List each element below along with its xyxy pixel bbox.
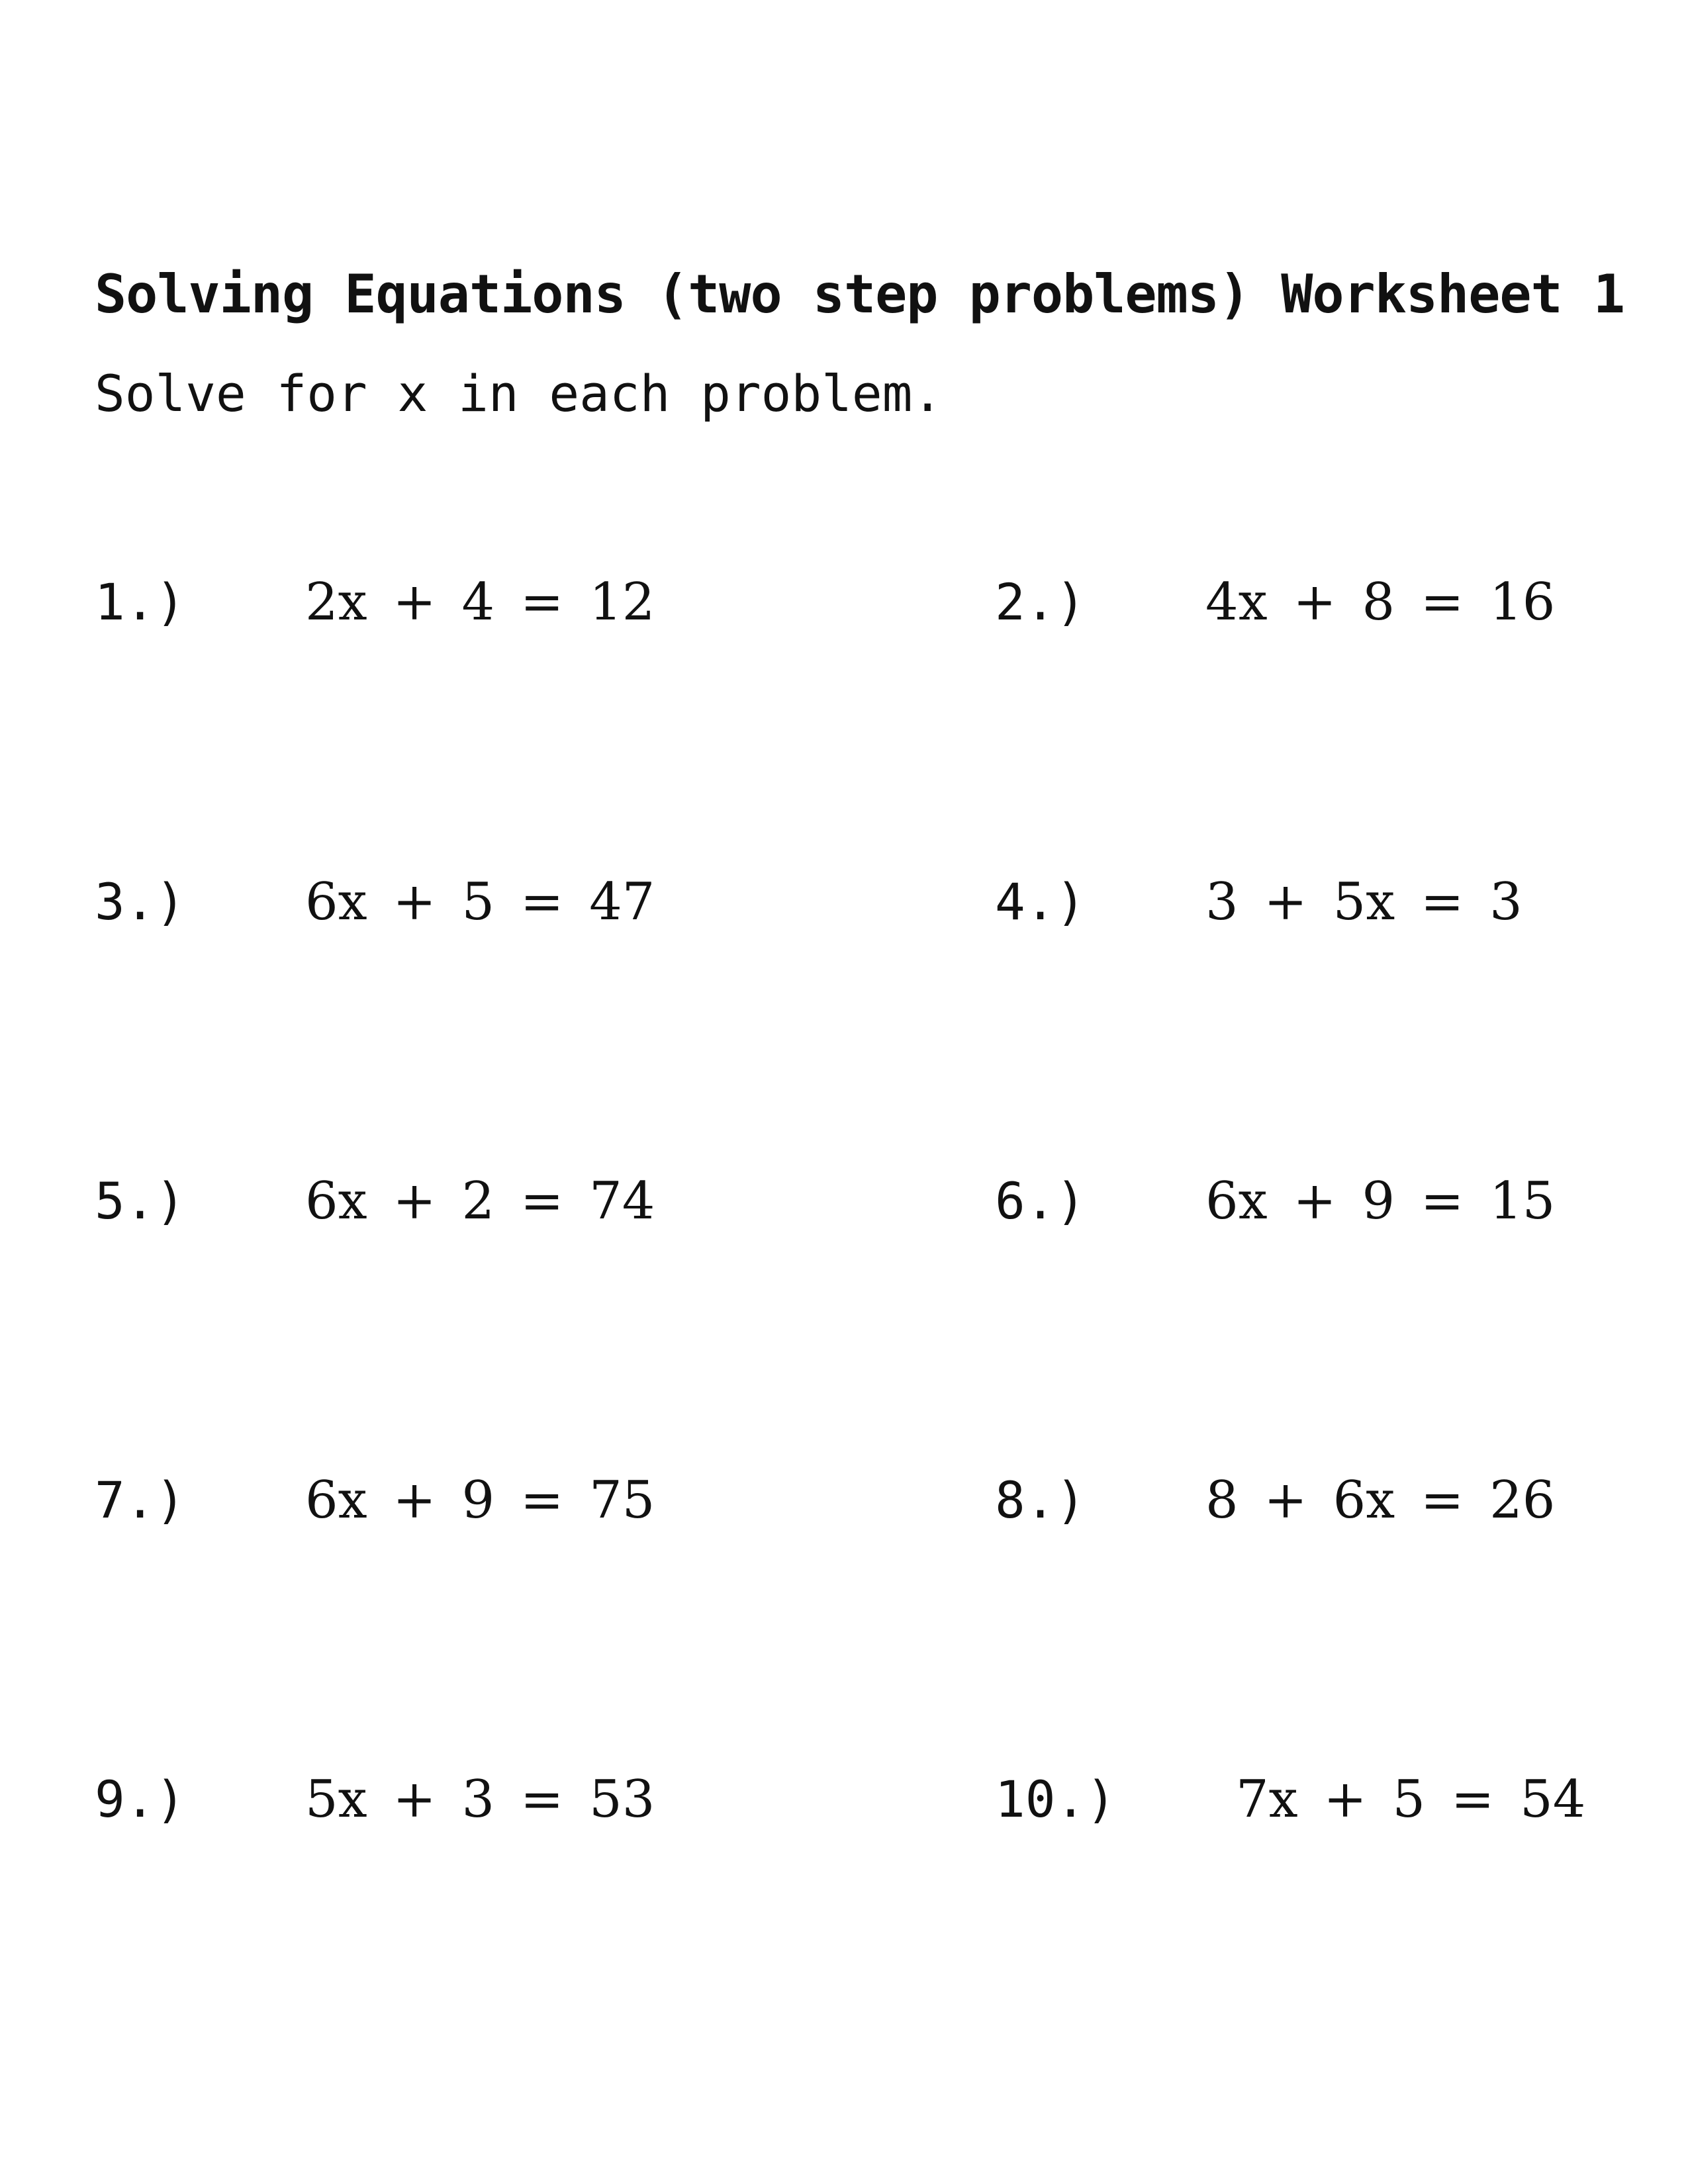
problem-equation: 4x + 8 = 16 (1205, 572, 1556, 632)
problem-number: 3.) (95, 872, 186, 931)
problem-equation: 6x + 9 = 75 (305, 1471, 655, 1530)
problem-10 (995, 1763, 1591, 1836)
problem-equation: 6x + 9 = 15 (1205, 1171, 1556, 1231)
problem-number: 4.) (995, 872, 1086, 931)
problem-number: 10.) (995, 1770, 1117, 1829)
problem-7 (95, 1464, 690, 1537)
problem-equation: 6x + 5 = 47 (305, 872, 655, 932)
problem-number: 8.) (995, 1471, 1086, 1529)
problem-equation: 6x + 2 = 74 (305, 1171, 655, 1231)
worksheet-title: Solving Equations (two step problems) Worksheet 1 (95, 263, 1625, 325)
problem-number: 6.) (995, 1171, 1086, 1230)
problem-number: 1.) (95, 572, 186, 631)
problem-5 (95, 1165, 690, 1238)
problem-1 (95, 566, 690, 639)
problem-number: 9.) (95, 1770, 186, 1829)
problem-equation: 7x + 5 = 54 (1236, 1770, 1586, 1829)
problem-9 (95, 1763, 690, 1836)
problem-equation: 5x + 3 = 53 (305, 1770, 655, 1829)
problem-equation: 3 + 5x = 3 (1205, 872, 1523, 932)
problem-2 (995, 566, 1591, 639)
problem-8 (995, 1464, 1591, 1537)
problem-4 (995, 866, 1591, 938)
worksheet-instructions: Solve for x in each problem. (95, 364, 943, 423)
problem-number: 5.) (95, 1171, 186, 1230)
problem-number: 7.) (95, 1471, 186, 1529)
problem-6 (995, 1165, 1591, 1238)
problem-3 (95, 866, 690, 938)
problem-equation: 2x + 4 = 12 (305, 572, 655, 632)
problem-equation: 8 + 6x = 26 (1205, 1471, 1556, 1530)
problem-number: 2.) (995, 572, 1086, 631)
